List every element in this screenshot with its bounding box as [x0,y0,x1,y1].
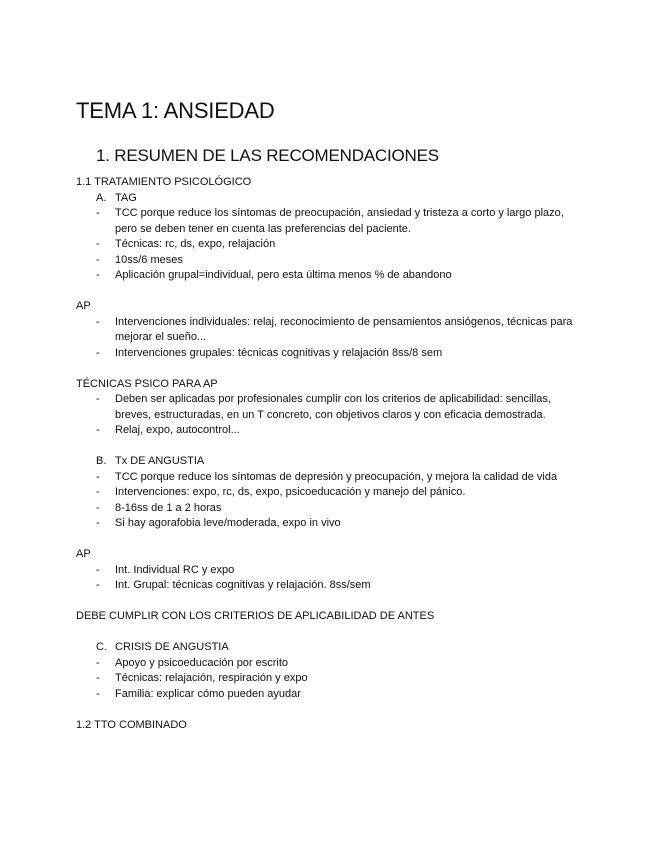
list-item-tag [96,191,576,207]
list-item: - Si hay agorafobia leve/moderada, expo in vivo [76,516,576,532]
list-item-label: CRISIS DE ANGUSTIA [115,641,229,653]
list-item-text: Intervenciones grupales: técnicas cognitivas y relajación 8ss/8 sem [115,346,443,359]
list-item: - Intervenciones grupales: técnicas cognitivas y relajación 8ss/8 sem [76,346,576,362]
crisis-bullet-list [76,656,576,703]
list-item: - Técnicas: rc, ds, expo, relajación [76,237,576,253]
list-item-crisis [96,640,576,656]
list-item: - Aplicación grupal=individual, pero esta última menos % de abandono [76,268,576,284]
list-item-text: TCC porque reduce los síntomas de preocupación, ansiedad y tristeza a corto y largo plazo, pero se deben tener en cuenta las preferencias del paciente. [115,207,564,235]
list-item: - 10ss/6 meses [76,253,576,269]
list-marker: A. [96,191,107,204]
heading-tecnicas-psico: TÉCNICAS PSICO PARA AP [76,377,218,390]
heading-tto-combinado: 1.2 TTO COMBINADO [76,718,187,731]
spacer [76,532,576,548]
list-item-text: Aplicación grupal=individual, pero esta última menos % de abandono [115,269,452,281]
list-item-label: Tx DE ANGUSTIA [115,455,205,467]
tecnicas-bullet-list [76,392,576,439]
page-title: TEMA 1: ANSIEDAD [76,98,275,123]
list-item-text: TCC porque reduce los síntomas de depresión y preocupación, y mejora la calidad de vida [115,470,558,483]
spacer [76,625,576,641]
list-item-text: Int. Grupal: técnicas cognitivas y relajación. 8ss/sem [115,579,371,591]
angustia-bullet-list [76,470,576,532]
heading-ap-2: AP [76,548,91,560]
spacer [76,284,576,300]
list-item: - Intervenciones individuales: relaj, reconocimiento de pensamientos ansiógenos, técnicas para mejorar el sueño... [76,315,576,346]
list-item: - TCC porque reduce los síntomas de depresión y preocupación, y mejora la calidad de vida [76,470,576,486]
list-item: - Intervenciones: expo, rc, ds, expo, psicoeducación y manejo del pánico. [76,485,576,501]
tag-bullet-list [76,206,576,284]
list-item: - Familia: explicar cómo pueden ayudar [76,687,576,703]
list-item-text: Intervenciones: expo, rc, ds, expo, psicoeducación y manejo del pánico. [115,486,466,498]
ap2-bullet-list [76,563,576,594]
list-item-text: Intervenciones individuales: relaj, reconocimiento de pensamientos ansiógenos, técnicas para mejorar el sueño... [115,315,573,343]
spacer [76,702,576,718]
list-item-text: 8-16ss de 1 a 2 horas [115,501,222,514]
spacer [76,439,576,455]
heading-ap: AP [76,300,91,312]
list-item: - 8-16ss de 1 a 2 horas [76,501,576,517]
list-marker: C. [96,641,107,653]
list-item-text: 10ss/6 meses [115,253,183,266]
list-item: - Deben ser aplicadas por profesionales cumplir con los criterios de aplicabilidad: sencillas, breves, estructuradas, en un T concreto, con objetivos claros y con eficacia demostrada. [76,392,576,423]
list-item: - TCC porque reduce los síntomas de preocupación, ansiedad y tristeza a corto y largo plazo, pero se deben tener en cuenta las preferencias del paciente. [76,206,576,237]
spacer [76,594,576,610]
list-item-text: Relaj, expo, autocontrol... [115,424,240,436]
list-item-label: TAG [115,191,137,204]
list-item-text: Técnicas: relajación, respiración y expo [115,672,308,684]
list-item: - Int. Individual RC y expo [76,563,576,579]
list-item: - Int. Grupal: técnicas cognitivas y relajación. 8ss/sem [76,578,576,594]
list-item: - Técnicas: relajación, respiración y expo [76,671,576,687]
list-item-text: Apoyo y psicoeducación por escrito [115,656,289,669]
heading-debe-cumplir: DEBE CUMPLIR CON LOS CRITERIOS DE APLICABILIDAD DE ANTES [76,610,435,622]
heading-tratamiento-psicologico: 1.1 TRATAMIENTO PSICOLÓGICO [76,176,252,188]
list-marker: B. [96,455,107,467]
list-item-text: Familia: explicar cómo pueden ayudar [115,687,301,700]
spacer [76,361,576,377]
list-item-text: Si hay agorafobia leve/moderada, expo in vivo [115,517,341,529]
section-subtitle: 1. RESUMEN DE LAS RECOMENDACIONES [96,146,439,165]
list-item-text: Int. Individual RC y expo [115,563,235,576]
document-content [76,175,576,733]
list-item: - Apoyo y psicoeducación por escrito [76,656,576,672]
list-item-angustia [96,454,576,470]
list-item-text: Deben ser aplicadas por profesionales cumplir con los criterios de aplicabilidad: sencillas, breves, estructuradas, en un T concreto, con objetivos claros y con eficacia demostrada. [115,393,551,421]
ap-bullet-list [76,315,576,362]
list-item: - Relaj, expo, autocontrol... [76,423,576,439]
list-item-text: Técnicas: rc, ds, expo, relajación [115,238,276,250]
